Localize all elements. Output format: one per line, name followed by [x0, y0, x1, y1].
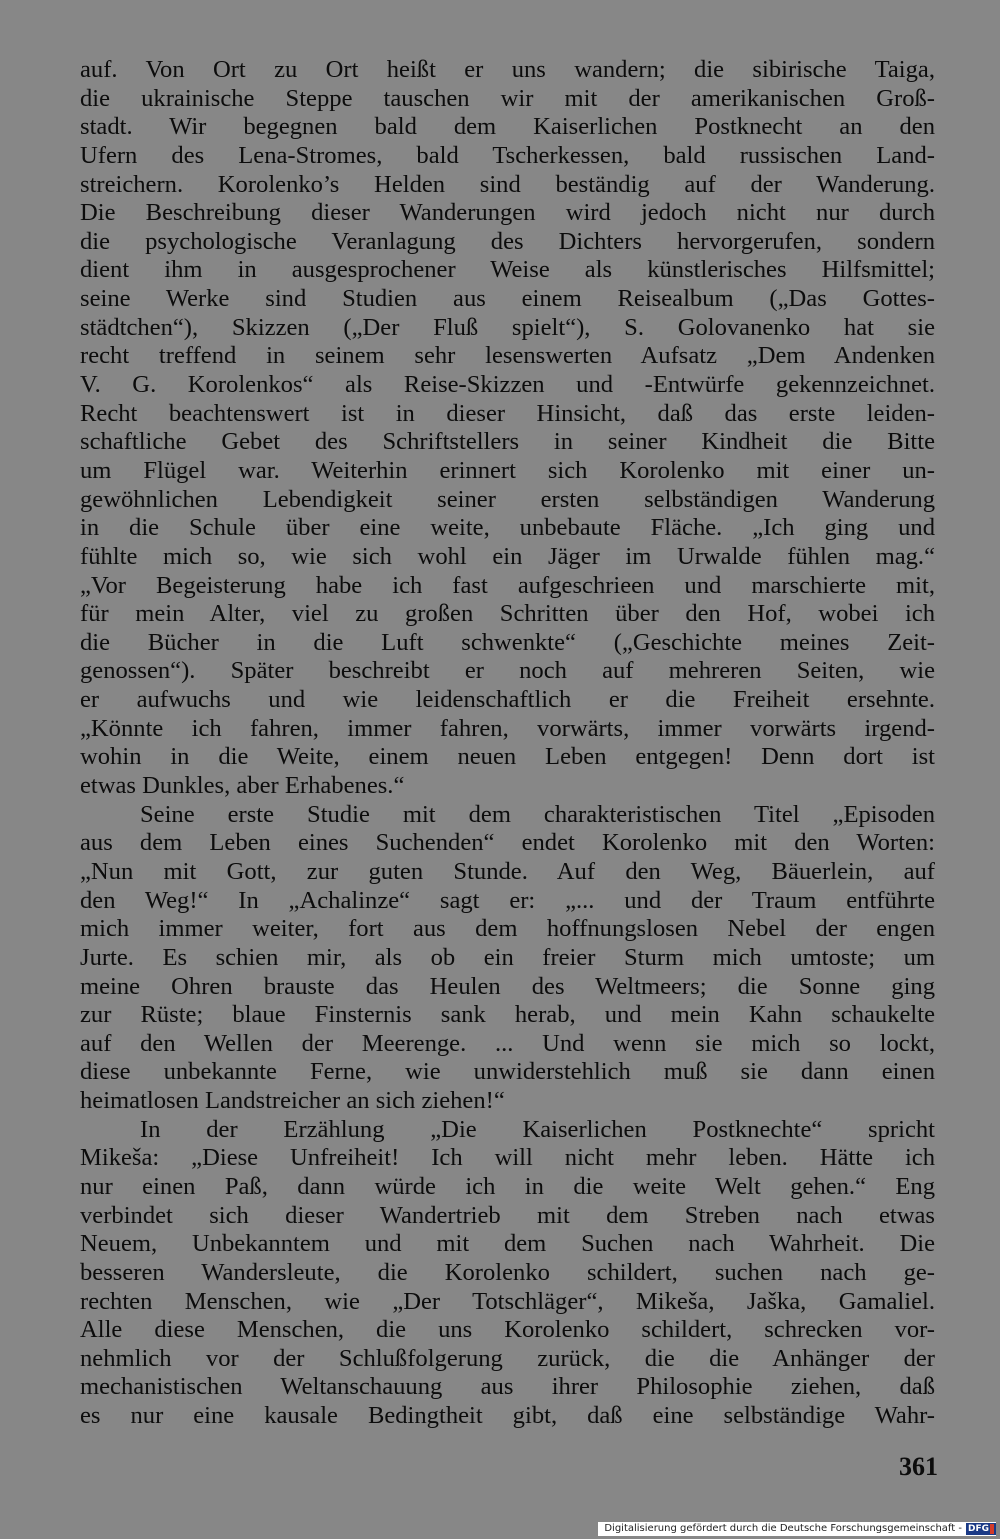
text-line: „Nun mit Gott, zur guten Stunde. Auf den Weg, Bäuerlein, auf: [80, 857, 935, 885]
text-line: die Bücher in die Luft schwenkte“ („Geschichte meines Zeit-: [80, 628, 935, 656]
text-line: es nur eine kausale Bedingtheit gibt, daß eine selbständige Wahr-: [80, 1402, 935, 1430]
text-line: städtchen“), Skizzen („Der Fluß spielt“), S. Golovanenko hat sie: [80, 313, 935, 341]
text-line: seine Werke sind Studien aus einem Reisealbum („Das Gottes-: [80, 285, 935, 313]
dfg-logo-text: DFG: [967, 1524, 989, 1534]
dfg-logo-mark-icon: [990, 1524, 994, 1534]
text-line: auf. Von Ort zu Ort heißt er uns wandern; die sibirische Taiga,: [80, 56, 935, 83]
text-line: streichern. Korolenko’s Helden sind beständig auf der Wanderung.: [80, 170, 935, 198]
footer-credit: Digitalisierung gefördert durch die Deutsche Forschungsgemeinschaft -: [604, 1523, 962, 1534]
text-line: besseren Wandersleute, die Korolenko schildert, suchen nach ge-: [80, 1258, 935, 1286]
text-line: mechanistischen Weltanschauung aus ihrer Philosophie ziehen, daß: [80, 1373, 935, 1401]
text-line: Recht beachtenswert ist in dieser Hinsicht, daß das erste leiden-: [80, 399, 935, 427]
text-line: V. G. Korolenkos“ als Reise-Skizzen und -Entwürfe gekennzeichnet.: [80, 371, 935, 399]
text-line: etwas Dunkles, aber Erhabenes.“: [80, 772, 405, 800]
digitization-footer: [598, 1522, 996, 1536]
text-line: für mein Alter, viel zu großen Schritten über den Hof, wobei ich: [80, 600, 935, 628]
text-line: die psychologische Veranlagung des Dichters hervorgerufen, sondern: [80, 227, 935, 255]
text-line: Neuem, Unbekanntem und mit dem Suchen nach Wahrheit. Die: [80, 1230, 935, 1258]
text-line: Mikeša: „Diese Unfreiheit! Ich will nicht mehr leben. Hätte ich: [80, 1144, 935, 1172]
body-text: [80, 56, 935, 1431]
text-line: den Weg!“ In „Achalinze“ sagt er: „... und der Traum entführte: [80, 886, 935, 914]
text-line: schaftliche Gebet des Schriftstellers in seiner Kindheit die Bitte: [80, 428, 935, 456]
text-line: „Vor Begeisterung habe ich fast aufgeschrieen und marschierte mit,: [80, 571, 935, 599]
text-line: Seine erste Studie mit dem charakteristischen Titel „Episoden: [140, 800, 935, 828]
text-line: recht treffend in seinem sehr lesenswerten Aufsatz „Dem Andenken: [80, 342, 935, 370]
text-line: diese unbekannte Ferne, wie unwiderstehlich muß sie dann einen: [80, 1058, 935, 1086]
text-line: genossen“). Später beschreibt er noch auf mehreren Seiten, wie: [80, 657, 935, 685]
text-line: „Könnte ich fahren, immer fahren, vorwärts, immer vorwärts irgend-: [80, 714, 935, 742]
text-line: wohin in die Weite, einem neuen Leben entgegen! Denn dort ist: [80, 743, 935, 771]
text-line: zur Rüste; blaue Finsternis sank herab, und mein Kahn schaukelte: [80, 1001, 935, 1029]
text-line: rechten Menschen, wie „Der Totschläger“, Mikeša, Jaška, Gamaliel.: [80, 1287, 935, 1315]
text-line: stadt. Wir begegnen bald dem Kaiserlichen Postknecht an den: [80, 113, 935, 141]
text-line: In der Erzählung „Die Kaiserlichen Postknechte“ spricht: [140, 1115, 935, 1143]
text-line: heimatlosen Landstreicher an sich ziehen!“: [80, 1087, 505, 1115]
text-line: Jurte. Es schien mir, als ob ein freier Sturm mich umtoste; um: [80, 943, 935, 971]
text-line: nur einen Paß, dann würde ich in die weite Welt gehen.“ Eng: [80, 1172, 935, 1200]
dfg-logo: [966, 1523, 996, 1535]
text-line: fühlte mich so, wie sich wohl ein Jäger im Urwalde fühlen mag.“: [80, 542, 935, 570]
text-line: nehmlich vor der Schlußfolgerung zurück, die die Anhänger der: [80, 1344, 935, 1372]
text-line: Alle diese Menschen, die uns Korolenko schildert, schrecken vor-: [80, 1316, 935, 1344]
text-line: Die Beschreibung dieser Wanderungen wird jedoch nicht nur durch: [80, 199, 935, 227]
text-line: Ufern des Lena-Stromes, bald Tscherkessen, bald russischen Land-: [80, 141, 935, 169]
text-line: die ukrainische Steppe tauschen wir mit der amerikanischen Groß-: [80, 84, 935, 112]
text-line: auf den Wellen der Meerenge. ... Und wenn sie mich so lockt,: [80, 1029, 935, 1057]
text-line: mich immer weiter, fort aus dem hoffnungslosen Nebel der engen: [80, 915, 935, 943]
text-line: aus dem Leben eines Suchenden“ endet Korolenko mit den Worten:: [80, 829, 935, 857]
text-line: dient ihm in ausgesprochener Weise als künstlerisches Hilfsmittel;: [80, 256, 935, 284]
page-number: 361: [899, 1452, 938, 1481]
text-line: gewöhnlichen Lebendigkeit seiner ersten selbständigen Wanderung: [80, 485, 935, 513]
text-line: um Flügel war. Weiterhin erinnert sich Korolenko mit einer un-: [80, 456, 935, 484]
text-line: meine Ohren brauste das Heulen des Weltmeers; die Sonne ging: [80, 972, 935, 1000]
text-line: er aufwuchs und wie leidenschaftlich er die Freiheit ersehnte.: [80, 686, 935, 714]
text-line: verbindet sich dieser Wandertrieb mit dem Streben nach etwas: [80, 1201, 935, 1229]
text-line: in die Schule über eine weite, unbebaute Fläche. „Ich ging und: [80, 514, 935, 542]
